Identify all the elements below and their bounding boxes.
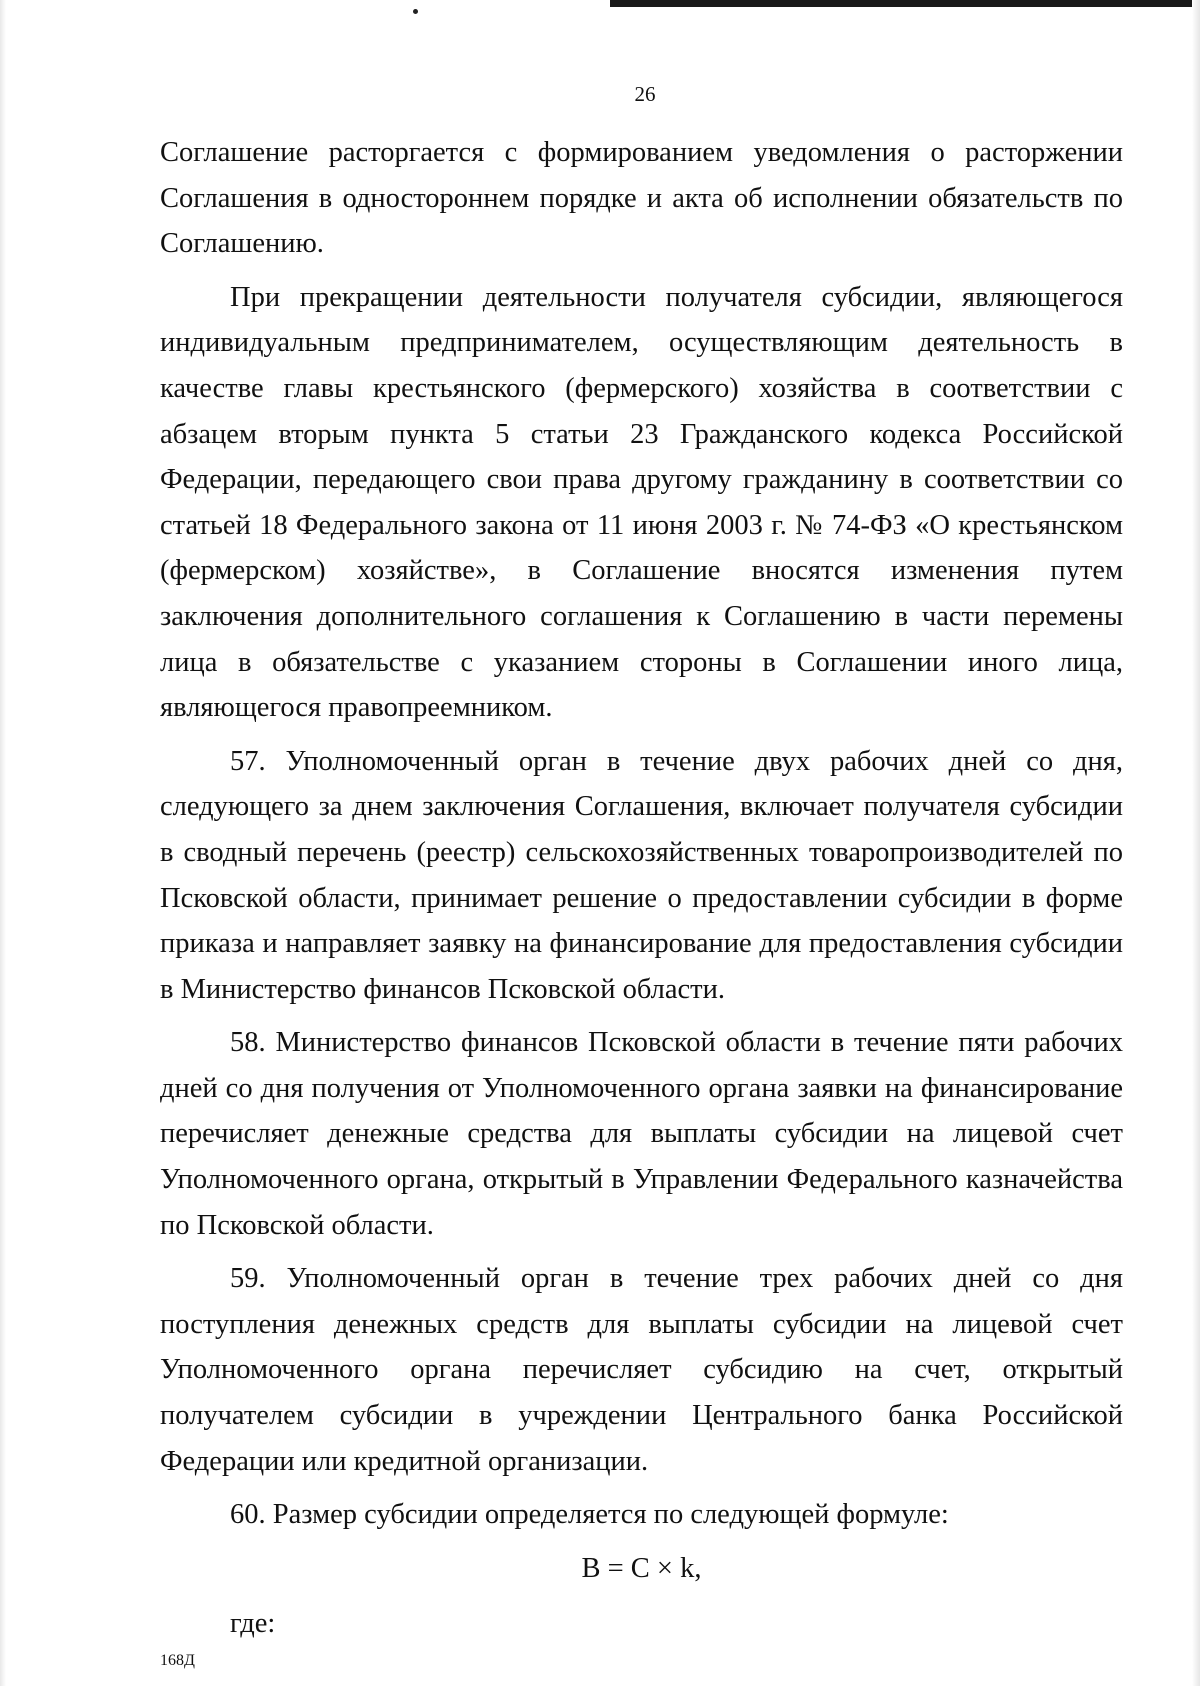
paragraph-1: Соглашение расторгается с формированием уведомления о расторжении Соглашения в одностороннем порядке и акта об исполнении обязательств по Соглашению. [160,137,1123,260]
paragraph-60: 60. Размер субсидии определяется по следующей формуле: [230,1499,949,1531]
scan-border-top [610,0,1200,7]
where-label: где: [230,1608,276,1640]
subsidy-formula: B = C × k, [581,1552,702,1584]
paragraph-58: 58. Министерство финансов Псковской области в течение пяти рабочих дней со дня получения от Уполномоченного органа заявки на финансирование перечисляет денежные средства для выплаты субсидии на лицевой счет Уполномоченного органа, открытый в Управлении Федерального казначейства по Псковской области. [160,1027,1123,1241]
page-number: 26 [634,82,656,106]
paragraph-2: При прекращении деятельности получателя субсидии, являющегося индивидуальным предпринимателем, осуществляющим деятельность в качестве главы крестьянского (фермерского) хозяйства в соответствии с абзацем вторым пункта 5 статьи 23 Гражданского кодекса Российской Федерации, передающего свои права другому гражданину в соответствии со статьей 18 Федерального закона от 11 июня 2003 г. № 74-ФЗ «О крестьянском (фермерском) хозяйстве», в Соглашение вносятся изменения путем заключения дополнительного соглашения к Соглашению в части перемены лица в обязательстве с указанием стороны в Соглашении иного лица, являющегося правопреемником. [160,281,1123,724]
paragraph-59: 59. Уполномоченный орган в течение трех рабочих дней со дня поступления денежных средств для выплаты субсидии на лицевой счет Уполномоченного органа перечисляет субсидию на счет, открытый получателем субсидии в учреждении Центрального банка Российской Федерации или кредитной организации. [160,1263,1123,1477]
paragraph-57: 57. Уполномоченный орган в течение двух рабочих дней со дня, следующего за днем заключения Соглашения, включает получателя субсидии в сводный перечень (реестр) сельскохозяйственных товаропроизводителей по Псковской области, принимает решение о предоставлении субсидии в форме приказа и направляет заявку на финансирование для предоставления субсидии в Министерство финансов Псковской области. [160,745,1123,1005]
scan-speck [413,9,418,14]
document-body [160,130,1123,1655]
scan-border-left [0,0,6,1686]
document-code: 168Д [160,1652,195,1669]
scan-border-right [1192,0,1200,1686]
